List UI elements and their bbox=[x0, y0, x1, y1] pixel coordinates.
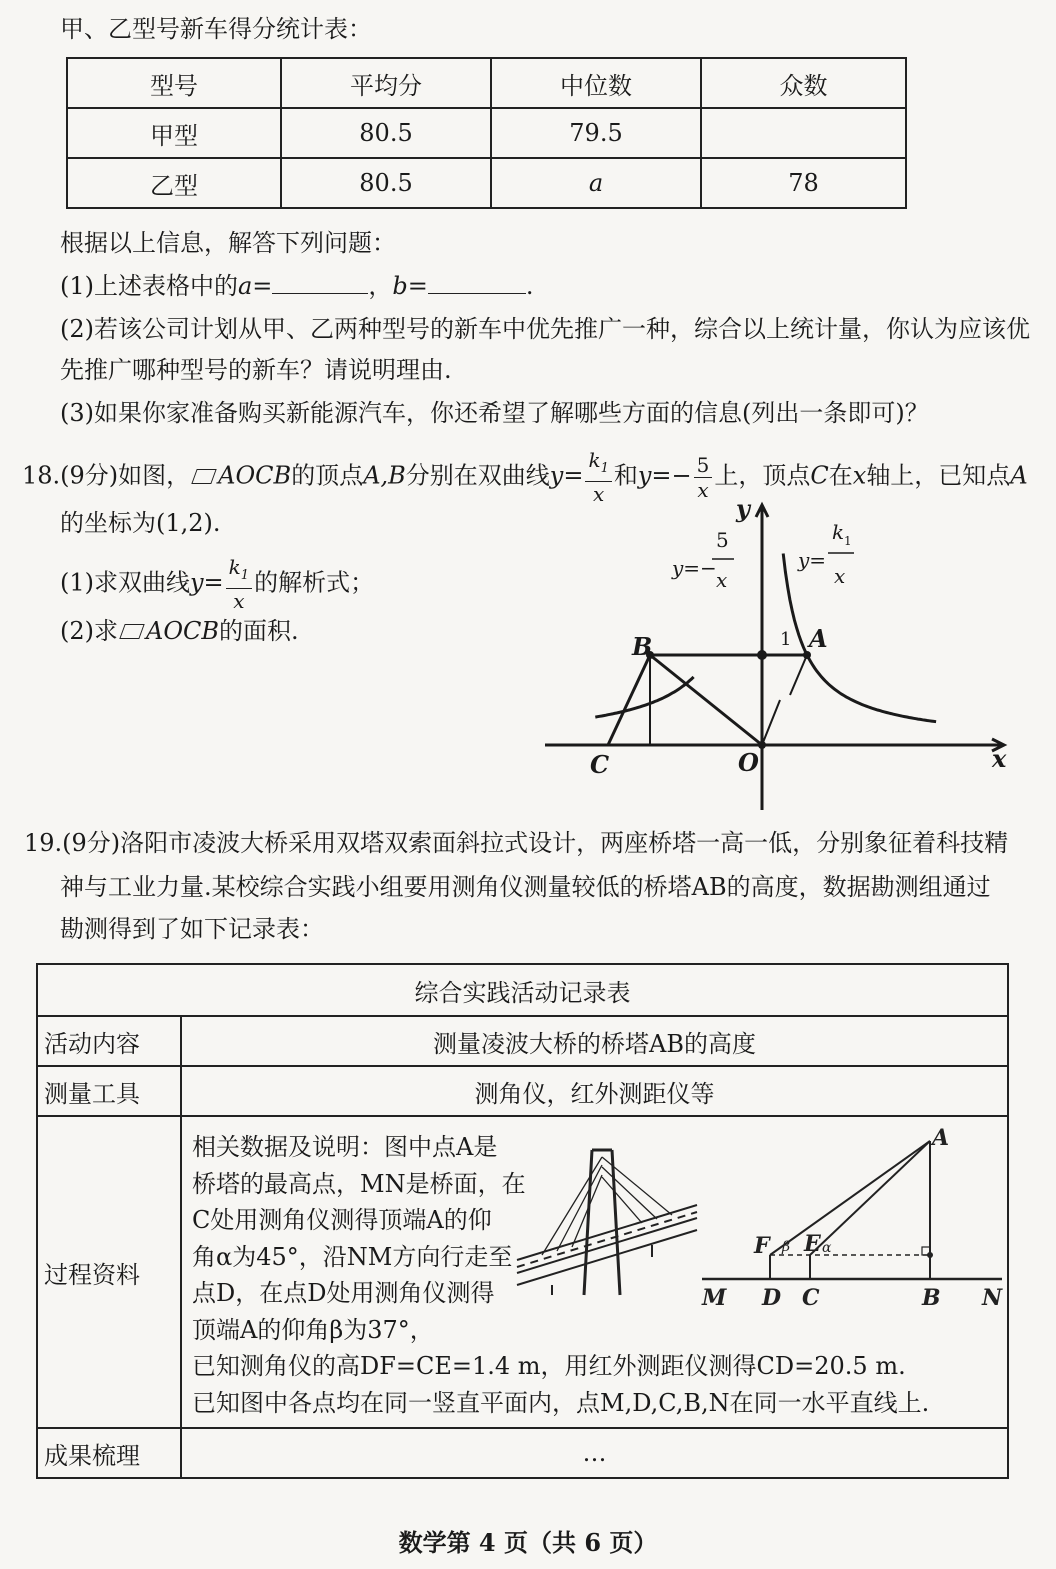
point-a: A bbox=[1010, 461, 1028, 490]
desc-line: 点D，在点D处用测角仪测得 bbox=[192, 1279, 495, 1307]
table-cell: 乙型 bbox=[67, 158, 281, 208]
tick-point-y bbox=[757, 650, 767, 660]
page-footer: 数学第 4 页（共 6 页） bbox=[398, 1528, 658, 1557]
bridge-illustration bbox=[512, 1145, 702, 1305]
bridge-deck-lines bbox=[517, 1205, 697, 1285]
desc-line: 相关数据及说明：图中点A是 bbox=[192, 1133, 498, 1161]
fraction-k1-over-x bbox=[226, 555, 252, 613]
part-text: 的解析式； bbox=[254, 568, 375, 597]
question-number: 18. bbox=[22, 461, 61, 490]
table-cell: 甲型 bbox=[67, 108, 281, 158]
header-cell: 型号 bbox=[67, 58, 281, 108]
bridge-tower bbox=[584, 1150, 620, 1295]
table-cell: 79.5 bbox=[491, 108, 701, 158]
row-label: 过程资料 bbox=[37, 1116, 181, 1428]
desc-line: 角α为45°，沿NM方向行走至 bbox=[192, 1242, 513, 1271]
stem-text: 和 bbox=[613, 461, 638, 490]
left-hyperbola-curve bbox=[595, 677, 693, 717]
label-y: y bbox=[736, 495, 750, 523]
subscript: 1 bbox=[600, 461, 609, 476]
desc-line: 桥塔的最高点，MN是桥面，在 bbox=[192, 1169, 526, 1198]
q17-part3: (3)如果你家准备购买新能源汽车，你还希望了解哪些方面的信息(列出一条即可)？ bbox=[60, 399, 929, 427]
table-row bbox=[37, 1016, 1008, 1066]
activity-record-table bbox=[36, 963, 1009, 1479]
label-N: N bbox=[982, 1285, 1003, 1311]
table-row bbox=[37, 1116, 1008, 1428]
q17-intro: 根据以上信息，解答下列问题： bbox=[60, 229, 396, 257]
q18-part2 bbox=[60, 616, 299, 646]
denominator: x bbox=[233, 589, 245, 613]
stem-text: 洛阳市凌波大桥采用双塔双索面斜拉式设计，两座桥塔一高一低，分别象征着科技精 bbox=[120, 829, 1009, 857]
right-curve-denominator: x bbox=[834, 564, 846, 588]
question-score: (9分) bbox=[62, 829, 121, 857]
axis-x: x bbox=[852, 461, 867, 490]
row-label: 成果梳理 bbox=[37, 1428, 181, 1478]
foot-dot bbox=[927, 1252, 933, 1258]
table-row bbox=[67, 158, 906, 208]
right-hyperbola-curve bbox=[783, 554, 936, 722]
q17-part2-line1: (2)若该公司计划从甲、乙两种型号的新车中优先推广一种，综合以上统计量，你认为应该优 bbox=[60, 315, 1030, 343]
answer-blank-b[interactable] bbox=[428, 271, 526, 294]
hyperbola-graph bbox=[540, 495, 1020, 815]
desc-line: 已知图中各点均在同一竖直平面内，点M,D,C,B,N在同一水平直线上. bbox=[192, 1388, 930, 1417]
desc-line: 顶端A的仰角β为37°， bbox=[192, 1315, 434, 1344]
left-curve-denominator: x bbox=[716, 568, 728, 592]
process-material-cell bbox=[181, 1116, 1008, 1428]
row-label: 测量工具 bbox=[37, 1066, 181, 1116]
header-cell: 众数 bbox=[701, 58, 906, 108]
denominator: x bbox=[697, 477, 709, 502]
table-cell bbox=[701, 108, 906, 158]
label-alpha: α bbox=[822, 1240, 832, 1256]
right-curve-subscript: 1 bbox=[844, 534, 852, 548]
table-row bbox=[37, 1066, 1008, 1116]
q18-stem-line2: 的坐标为(1,2). bbox=[60, 509, 221, 537]
label-beta: β bbox=[782, 1239, 791, 1255]
label-A: A bbox=[809, 624, 828, 653]
pencil-mark-from-A bbox=[790, 655, 807, 695]
shape-name: AOCB bbox=[218, 461, 292, 490]
q19-stem-line1 bbox=[24, 828, 1008, 858]
label-D: D bbox=[762, 1285, 782, 1311]
part-text: (1)求双曲线 bbox=[60, 568, 190, 597]
point-c: C bbox=[810, 461, 829, 490]
q17-part2-line2: 先推广哪种型号的新车？请说明理由. bbox=[60, 356, 452, 384]
q18-part1 bbox=[60, 555, 374, 613]
row-value: 测量凌波大桥的桥塔AB的高度 bbox=[181, 1016, 1008, 1066]
points-ab: A,B bbox=[363, 461, 406, 490]
row-value: … bbox=[181, 1428, 1008, 1478]
label-F: F bbox=[754, 1233, 770, 1259]
stem-text: 如图， bbox=[118, 461, 191, 490]
label-x: x bbox=[992, 744, 1007, 773]
label-E: E bbox=[804, 1231, 821, 1257]
measurement-diagram bbox=[692, 1127, 1012, 1317]
question-score: (9分) bbox=[60, 461, 119, 490]
label-one: 1 bbox=[780, 629, 792, 650]
label-B: B bbox=[922, 1285, 941, 1311]
b-label: b= bbox=[392, 272, 428, 300]
pencil-mark-AO bbox=[762, 700, 780, 745]
eq-prefix: y= bbox=[549, 461, 584, 490]
eq-prefix: y= bbox=[190, 568, 224, 597]
label-A: A bbox=[932, 1127, 950, 1151]
sight-line-FA bbox=[770, 1141, 930, 1255]
part1-prefix: (1)上述表格中的 bbox=[60, 272, 238, 300]
part-text: (2)求 bbox=[60, 617, 118, 645]
left-curve-eq-prefix: y=− bbox=[672, 556, 717, 580]
table-header-row bbox=[67, 58, 906, 108]
parallelogram-icon bbox=[191, 469, 216, 484]
segment-BO bbox=[650, 655, 762, 745]
right-curve-eq-prefix: y= bbox=[798, 548, 827, 572]
stem-text: 轴上，已知点 bbox=[866, 461, 1011, 490]
stem-text: 上，顶点 bbox=[714, 461, 811, 490]
table-row bbox=[37, 1428, 1008, 1478]
score-stats-table bbox=[66, 57, 907, 209]
header-cell: 平均分 bbox=[281, 58, 491, 108]
label-B: B bbox=[632, 632, 653, 661]
table-cell: a bbox=[491, 158, 701, 208]
label-O: O bbox=[738, 748, 759, 777]
subscript: 1 bbox=[240, 568, 250, 583]
answer-blank-a[interactable] bbox=[272, 271, 368, 294]
numerator: 5 bbox=[694, 453, 713, 478]
row-value: 测角仪，红外测距仪等 bbox=[181, 1066, 1008, 1116]
stem-text: 的顶点 bbox=[291, 461, 364, 490]
table-cell: 80.5 bbox=[281, 108, 491, 158]
stem-text: 在 bbox=[828, 461, 853, 490]
table-cell: 78 bbox=[701, 158, 906, 208]
denominator: x bbox=[593, 482, 605, 506]
question-number: 19. bbox=[24, 829, 63, 857]
label-M: M bbox=[702, 1285, 727, 1311]
parallelogram-icon bbox=[119, 624, 144, 639]
table-row bbox=[67, 108, 906, 158]
numerator: k bbox=[228, 555, 241, 579]
label-C: C bbox=[802, 1285, 820, 1311]
q19-stem-line3: 勘测得到了如下记录表： bbox=[60, 915, 324, 943]
table-cell: 80.5 bbox=[281, 158, 491, 208]
left-curve-numerator: 5 bbox=[716, 528, 729, 552]
desc-line: 已知测角仪的高DF=CE=1.4 m，用红外测距仪测得CD=20.5 m. bbox=[192, 1352, 906, 1380]
right-curve-numerator: k bbox=[832, 520, 845, 544]
label-C: C bbox=[590, 750, 610, 779]
bridge-lane-dash bbox=[517, 1212, 697, 1267]
comma: ， bbox=[368, 272, 393, 300]
q19-stem-line2: 神与工业力量.某校综合实践小组要用测角仪测量较低的桥塔AB的高度，数据勘测组通过 bbox=[60, 873, 991, 901]
q17-part1 bbox=[60, 271, 534, 301]
table-caption: 甲、乙型号新车得分统计表： bbox=[60, 15, 372, 43]
desc-line: C处用测角仪测得顶端A的仰 bbox=[192, 1206, 492, 1234]
segment-BC bbox=[608, 655, 650, 745]
sight-line-EA bbox=[810, 1141, 930, 1255]
period: . bbox=[525, 272, 534, 300]
numerator: k bbox=[588, 448, 601, 472]
row-label: 活动内容 bbox=[37, 1016, 181, 1066]
shape-name: AOCB bbox=[146, 617, 220, 645]
record-title-row bbox=[37, 964, 1008, 1016]
bridge-cables bbox=[542, 1157, 672, 1255]
origin-dot bbox=[758, 741, 766, 749]
eq-prefix: y=− bbox=[637, 461, 692, 490]
stem-text: 分别在双曲线 bbox=[405, 461, 550, 490]
record-title: 综合实践活动记录表 bbox=[37, 964, 1008, 1016]
a-label: a= bbox=[238, 272, 273, 300]
part-text: 的面积. bbox=[219, 617, 299, 645]
header-cell: 中位数 bbox=[491, 58, 701, 108]
